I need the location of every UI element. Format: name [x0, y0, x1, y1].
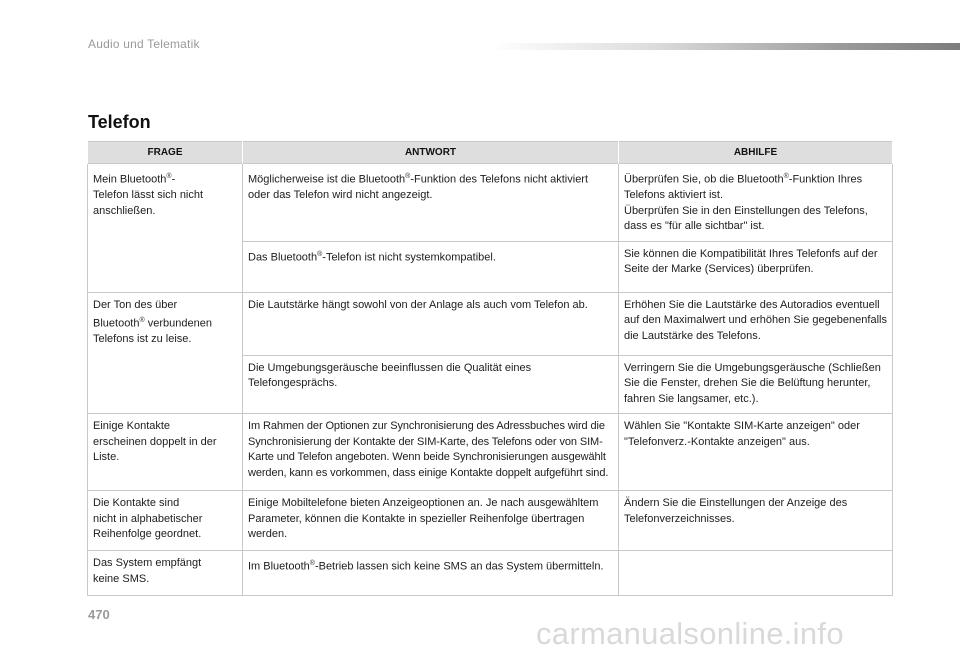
cell-abhilfe: Sie können die Kompatibilität Ihres Telefonfs auf der Seite der Marke (Services) überprüfen.	[619, 241, 893, 292]
cell-abhilfe: Ändern Sie die Einstellungen der Anzeige des Telefonverzeichnisses.	[619, 491, 893, 551]
watermark: carmanualsonline.info	[536, 616, 844, 649]
cell-antwort: Einige Mobiltelefone bieten Anzeigeoptionen an. Je nach ausgewähltem Parameter, können die Kontakte in spezieller Reihenfolge übertragen werden.	[243, 491, 619, 551]
cell-antwort: Möglicherweise ist die Bluetooth®-Funktion des Telefons nicht aktiviert oder das Telefon wird nicht angezeigt.	[243, 164, 619, 242]
table-row	[88, 164, 893, 242]
cell-antwort: Die Lautstärke hängt sowohl von der Anlage als auch vom Telefon ab.	[243, 292, 619, 355]
column-header-antwort: ANTWORT	[243, 142, 619, 164]
cell-frage	[88, 241, 243, 292]
table-header-row	[88, 142, 893, 164]
cell-frage: Das System empfängt keine SMS.	[88, 551, 243, 596]
cell-antwort: Das Bluetooth®-Telefon ist nicht systemkompatibel.	[243, 241, 619, 292]
column-header-frage: FRAGE	[88, 142, 243, 164]
troubleshooting-table	[87, 141, 893, 596]
header-divider-bar	[490, 43, 960, 50]
cell-abhilfe: Wählen Sie "Kontakte SIM-Karte anzeigen" oder "Telefonverz.-Kontakte anzeigen" aus.	[619, 414, 893, 491]
table-row	[88, 241, 893, 292]
table-row	[88, 491, 893, 551]
cell-abhilfe: Erhöhen Sie die Lautstärke des Autoradios eventuell auf den Maximalwert und erhöhen Sie gegebenenfalls die Lautstärke des Telefons.	[619, 292, 893, 355]
cell-frage	[88, 355, 243, 414]
cell-abhilfe: Überprüfen Sie, ob die Bluetooth®-Funktion Ihres Telefons aktiviert ist. Überprüfen Sie in den Einstellungen des Telefons, dass es "für alle sichtbar" ist.	[619, 164, 893, 242]
cell-abhilfe: Verringern Sie die Umgebungsgeräusche (Schließen Sie die Fenster, drehen Sie die Belüftung herunter, fahren Sie langsamer, etc.).	[619, 355, 893, 414]
cell-frage: Die Kontakte sind nicht in alphabetischer Reihenfolge geordnet.	[88, 491, 243, 551]
header-title: Audio und Telematik	[88, 37, 200, 51]
column-header-abhilfe: ABHILFE	[619, 142, 893, 164]
cell-antwort: Im Rahmen der Optionen zur Synchronisierung des Adressbuches wird die Synchronisierung der Kontakte der SIM-Karte, des Telefons oder von SIM-Karte und Telefon angeboten. Wenn beide Synchronisierungen ausgewählt werden, kann es vorkommen, dass einige Kontakte doppelt aufgeführt sind.	[243, 414, 619, 491]
table-row	[88, 414, 893, 491]
section-title: Telefon	[88, 112, 151, 132]
table-row	[88, 355, 893, 414]
cell-frage: Einige Kontakte erscheinen doppelt in der Liste.	[88, 414, 243, 491]
cell-antwort: Die Umgebungsgeräusche beeinflussen die Qualität eines Telefongesprächs.	[243, 355, 619, 414]
cell-antwort: Im Bluetooth®-Betrieb lassen sich keine SMS an das System übermitteln.	[243, 551, 619, 596]
cell-frage: Der Ton des über Bluetooth® verbundenen Telefons ist zu leise.	[88, 292, 243, 355]
cell-frage: Mein Bluetooth®- Telefon lässt sich nicht anschließen.	[88, 164, 243, 242]
cell-abhilfe	[619, 551, 893, 596]
page-number: 470	[88, 607, 110, 622]
table-row	[88, 551, 893, 596]
table-row	[88, 292, 893, 355]
